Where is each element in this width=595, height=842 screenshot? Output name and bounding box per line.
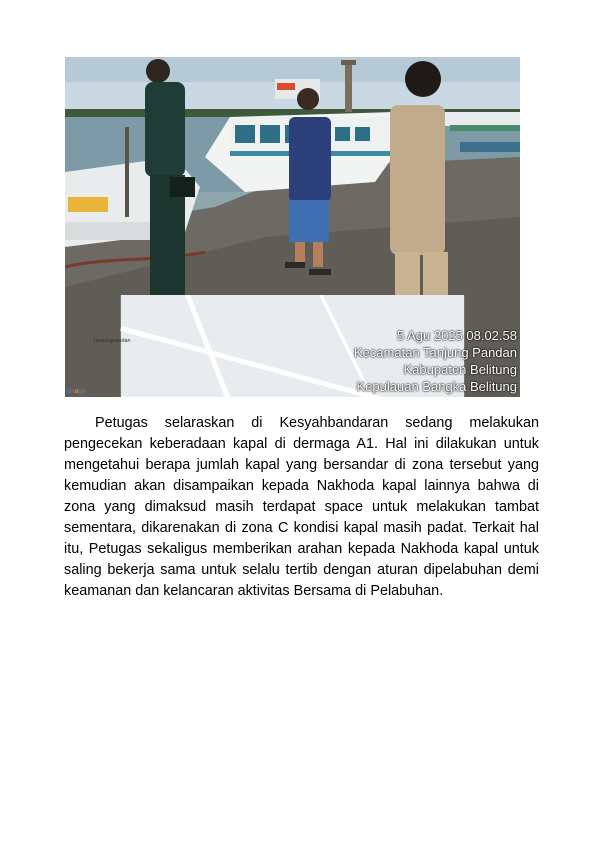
photo-geo-stamp — [354, 327, 517, 395]
harbor-inspection-photo — [65, 57, 520, 397]
map-place-label: Tanjungpandan — [93, 338, 131, 344]
photo-location-district: Kecamatan Tanjung Pandan — [353, 345, 517, 360]
google-logo: Google — [67, 389, 87, 395]
map-inset — [65, 295, 168, 397]
photo-caption-paragraph: Petugas selaraskan di Kesyahbandaran sedang melakukan pengecekan keberadaan kapal di dermaga A1. Hal ini dilakukan untuk mengetahui berapa jumlah kapal yang bersandar di zona tersebut yang kemudian akan disampaikan kepada Nakhoda kapal lainnya bahwa di zona yang dimaksud masih terdapat space untuk melakukan tambat sementara, dikarenakan di zona C kondisi kapal masih padat. Terkait hal itu, Petugas sekaligus memberikan arahan kepada Nakhoda kapal untuk saling bekerja sama untuk selalu tertib dengan aturan dipelabuhan demi keamanan dan kelancaran aktivitas Bersama di Pelabuhan. — [64, 415, 539, 599]
photo-location-province: Kepulauan Bangka Belitung — [356, 379, 517, 394]
photo-location-regency: Kabupaten Belitung — [403, 362, 517, 377]
photo-timestamp: 5 Agu 2025 08.02.58 — [396, 328, 517, 343]
